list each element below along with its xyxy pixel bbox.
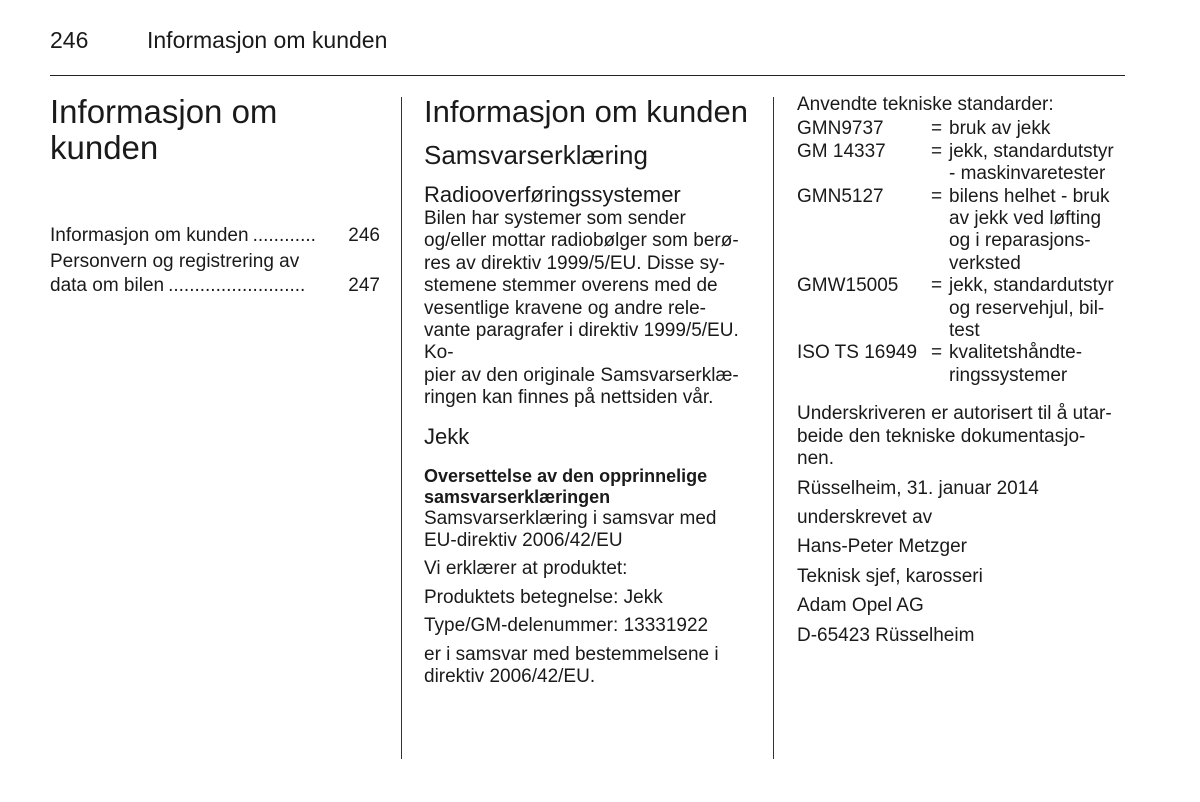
page-number: 246 [50, 27, 89, 53]
standard-code: GM 14337 [797, 140, 886, 162]
standard-code: GMN5127 [797, 185, 884, 207]
standard-row [797, 275, 1132, 342]
chapter-column [50, 94, 380, 300]
product-name: Produktets betegnelse: Jekk [424, 586, 663, 608]
standard-row [797, 141, 1132, 186]
text-line: Oversettelse av den opprinnelige [424, 465, 708, 486]
standard-description-line: og i reparasjons- [949, 230, 1091, 252]
chapter-title [50, 94, 380, 166]
text-line: vesentlige kravene og andre rele- [424, 297, 707, 319]
standard-description [931, 342, 1132, 387]
standard-description [931, 186, 1132, 276]
equals-sign: = [931, 342, 943, 364]
radio-heading: Radiooverføringssystemer [424, 182, 681, 207]
signer-name: Hans-Peter Metzger [797, 536, 968, 558]
standards-list [797, 118, 1132, 387]
text-line: vante paragrafer i direktiv 1999/5/EU. Ko- [424, 320, 739, 364]
header-rule [50, 75, 1125, 76]
standard-row [797, 186, 1132, 276]
standard-description-line: test [949, 320, 980, 342]
text-line: nen. [797, 448, 834, 470]
translation-note [424, 466, 754, 508]
place-date: Rüsselheim, 31. januar 2014 [797, 477, 1039, 499]
content-column-main [424, 94, 754, 695]
jekk-heading: Jekk [424, 423, 470, 449]
toc-entry-informasjon[interactable] [50, 224, 380, 248]
column-divider-2 [773, 97, 774, 759]
part-number: Type/GM-delenummer: 13331922 [424, 615, 709, 637]
standard-description-line: av jekk ved løfting [949, 208, 1102, 230]
standard-description-line: jekk, standardutstyr [949, 275, 1114, 297]
standard-description [931, 275, 1132, 342]
authorization-paragraph [797, 403, 1132, 470]
column-divider-1 [401, 97, 402, 759]
company-name: Adam Opel AG [797, 595, 924, 617]
signature-block [797, 403, 1132, 647]
table-of-contents [50, 224, 380, 298]
chapter-title-line-2: kunden [50, 129, 159, 166]
text-line: samsvarserklæringen [424, 486, 611, 507]
equals-sign: = [931, 275, 943, 297]
equals-sign: = [931, 185, 943, 207]
signed-by: underskrevet av [797, 506, 933, 528]
text-line: er i samsvar med bestemmelsene i [424, 643, 719, 665]
text-line: direktiv 2006/42/EU. [424, 666, 596, 688]
toc-leader-dots: ............ [252, 225, 316, 246]
standard-description [931, 118, 1132, 140]
toc-entry-text: Informasjon om kunden [50, 225, 249, 246]
standard-code: GMW15005 [797, 275, 899, 297]
standard-description-line: - maskinvaretester [949, 163, 1106, 185]
standard-description-line: og reservehjul, bil- [949, 297, 1105, 319]
content-column-standards [797, 94, 1132, 654]
standard-description-line: bilens helhet - bruk [949, 185, 1110, 207]
standard-code: ISO TS 16949 [797, 342, 918, 364]
text-line: Underskriveren er autorisert til å utar- [797, 403, 1112, 425]
page-header [50, 26, 387, 54]
toc-entry-text: Personvern og registrering av [50, 251, 300, 272]
text-line: stemene stemmer overens med de [424, 275, 718, 297]
standard-description-line: jekk, standardutstyr [949, 140, 1114, 162]
text-line: Samsvarserklæring i samsvar med [424, 507, 717, 529]
company-address: D-65423 Rüsselheim [797, 624, 975, 646]
radio-paragraph [424, 208, 754, 410]
equals-sign: = [931, 140, 943, 162]
standard-row [797, 342, 1132, 387]
text-line: og/eller mottar radiobølger som berø- [424, 230, 739, 252]
toc-entry-text-cont: data om bilen [50, 275, 165, 296]
text-line: pier av den originale Samsvarserklæ- [424, 364, 739, 386]
standard-description-line: verksted [949, 252, 1021, 274]
standard-row [797, 118, 1132, 140]
standard-description-line: kvalitetshåndte- [949, 342, 1083, 364]
running-title: Informasjon om kunden [147, 27, 388, 53]
equals-sign: = [931, 118, 943, 140]
declaration-paragraph [424, 508, 754, 553]
we-declare: Vi erklærer at produktet: [424, 558, 628, 580]
standard-description [931, 141, 1132, 186]
text-line: beide den tekniske dokumentasjo- [797, 425, 1086, 447]
text-line: ringen kan finnes på nettsiden vår. [424, 387, 714, 409]
toc-leader-dots: .......................... [168, 275, 306, 296]
standard-description-line: bruk av jekk [949, 118, 1051, 140]
section-heading: Informasjon om kunden [424, 94, 748, 129]
text-line: Bilen har systemer som sender [424, 208, 686, 229]
chapter-title-line-1: Informasjon om [50, 93, 278, 130]
conformity-statement [424, 644, 754, 689]
standard-description-line: ringssystemer [949, 364, 1068, 386]
standard-code: GMN9737 [797, 118, 884, 140]
subsection-heading: Samsvarserklæring [424, 140, 648, 170]
toc-page-number: 246 [348, 225, 380, 246]
toc-page-number: 247 [348, 275, 380, 296]
text-line: EU-direktiv 2006/42/EU [424, 530, 623, 552]
toc-entry-personvern[interactable] [50, 250, 380, 298]
standards-title: Anvendte tekniske standarder: [797, 94, 1054, 115]
signer-title: Teknisk sjef, karosseri [797, 565, 983, 587]
text-line: res av direktiv 1999/5/EU. Disse sy- [424, 252, 725, 274]
